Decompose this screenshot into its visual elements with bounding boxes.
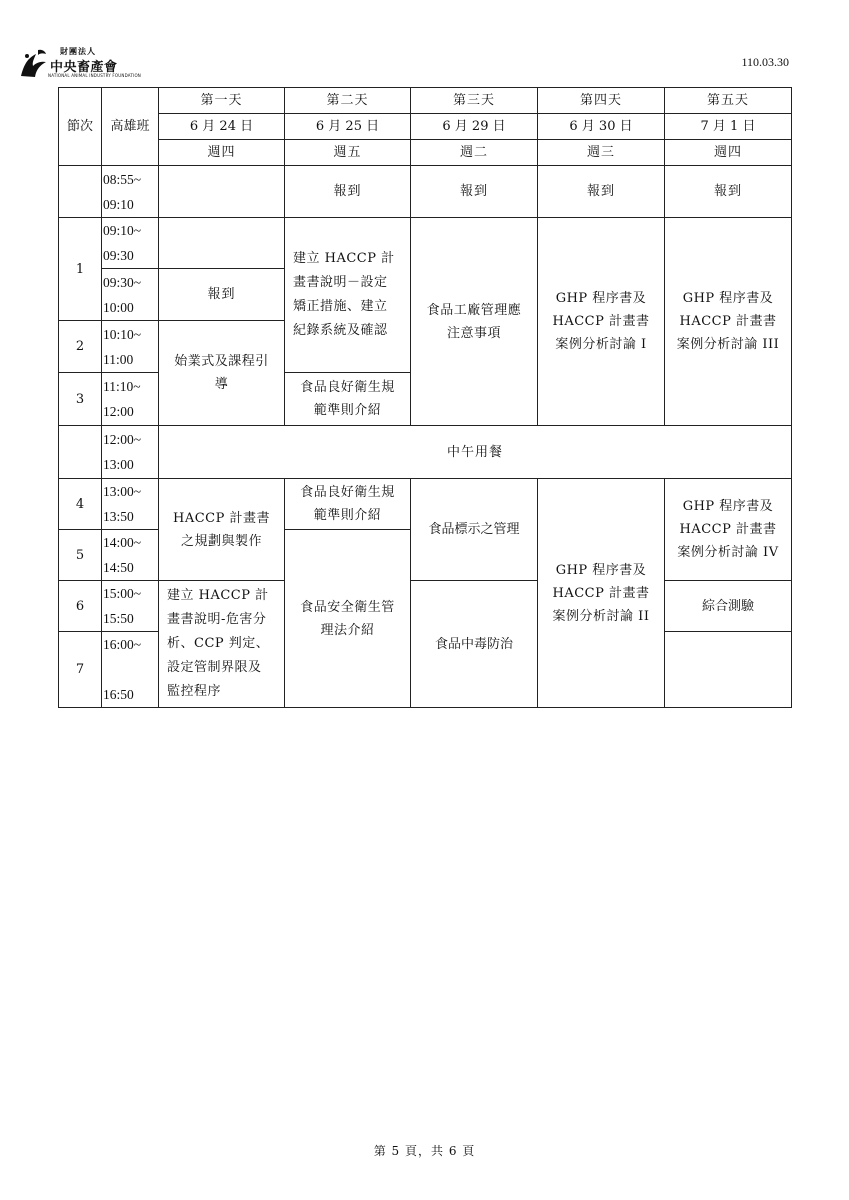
- cell-line: 食品良好衛生規: [300, 485, 395, 500]
- day-weekday: 週五: [285, 140, 411, 166]
- checkin-cell: 報到: [411, 166, 538, 218]
- day-date: 6 月 25 日: [285, 114, 411, 140]
- time-start: 08:55~: [103, 171, 142, 187]
- session-number: 2: [59, 321, 102, 373]
- day-date: 6 月 30 日: [538, 114, 665, 140]
- time-end: 10:00: [103, 299, 134, 315]
- time-cell: [102, 632, 159, 708]
- time-cell: [102, 581, 159, 632]
- course-food-poisoning: 食品中毒防治: [411, 581, 538, 708]
- table-row: [59, 426, 792, 479]
- time-cell: [102, 166, 159, 218]
- header-class: 高雄班: [102, 88, 159, 166]
- time-start: 09:10~: [103, 223, 142, 238]
- course-opening-ceremony: [159, 321, 285, 426]
- day-label: 第五天: [665, 88, 792, 114]
- header-session: 節次: [59, 88, 102, 166]
- course-food-safety-law: [285, 530, 411, 708]
- course-haccp-plan-correction: [285, 218, 411, 373]
- table-row: [59, 581, 792, 632]
- cell-line: 建立 HACCP 計: [293, 251, 395, 266]
- cell-line: GHP 程序書及: [555, 291, 647, 306]
- time-start: 15:00~: [103, 586, 142, 601]
- cell-line: 案例分析討論 I: [555, 337, 647, 352]
- checkin-cell: 報到: [665, 166, 792, 218]
- table-row: [59, 218, 792, 269]
- cell-line: HACCP 計畫書: [173, 510, 270, 526]
- time-cell: [102, 479, 159, 530]
- cell-line: 析、CCP 判定、: [167, 636, 270, 651]
- cell-line: 建立 HACCP 計: [167, 588, 269, 603]
- cell-line: HACCP 計畫書: [679, 522, 777, 537]
- time-start: 12:00~: [103, 432, 142, 447]
- table-row: [59, 88, 792, 114]
- cell-line: 畫書說明-危害分: [167, 612, 267, 627]
- cell-line: 紀錄系統及確認: [293, 323, 388, 338]
- session-number: 3: [59, 373, 102, 426]
- cell-line: GHP 程序書及: [682, 499, 774, 514]
- empty-cell: [159, 166, 285, 218]
- day-weekday: 週四: [665, 140, 792, 166]
- time-end: 13:50: [103, 509, 134, 524]
- schedule-table: [58, 87, 792, 708]
- session-number: 7: [59, 632, 102, 708]
- session-cell: [59, 426, 102, 479]
- course-labeling: 食品標示之管理: [411, 479, 538, 581]
- time-end: 13:00: [103, 457, 134, 472]
- day-weekday: 週四: [159, 140, 285, 166]
- time-cell: [102, 373, 159, 426]
- cell-line: 範準則介紹: [313, 508, 382, 523]
- cell-line: 矯正措施、建立: [293, 299, 388, 314]
- cell-line: 食品良好衛生規: [300, 380, 395, 395]
- cell-line: 案例分析討論 IV: [677, 545, 779, 560]
- day-weekday: 週二: [411, 140, 538, 166]
- time-start: 13:00~: [103, 484, 142, 499]
- day-date: 6 月 29 日: [411, 114, 538, 140]
- time-cell: [102, 530, 159, 581]
- time-cell: [102, 426, 159, 479]
- table-row: [59, 114, 792, 140]
- cell-line: 案例分析討論 II: [552, 608, 650, 624]
- cell-line: 設定管制界限及: [167, 660, 262, 675]
- cell-line: HACCP 計畫書: [679, 314, 777, 329]
- session-number: 1: [59, 218, 102, 321]
- day-label: 第四天: [538, 88, 665, 114]
- cell-line: 注意事項: [446, 325, 501, 341]
- day-label: 第二天: [285, 88, 411, 114]
- course-haccp-hazard-analysis: [159, 581, 285, 708]
- cell-line: 始業式及課程引: [174, 354, 269, 369]
- time-end: 14:50: [103, 560, 134, 575]
- cell-line: HACCP 計畫書: [552, 585, 650, 601]
- time-end: 15:50: [103, 611, 134, 626]
- cell-line: 範準則介紹: [313, 403, 382, 418]
- course-ghp-case-3: [665, 218, 792, 426]
- org-name: 中央畜產會: [50, 60, 118, 75]
- time-end: 16:50: [103, 687, 134, 702]
- table-row: [59, 140, 792, 166]
- course-ghp-case-2: [538, 479, 665, 708]
- time-cell: [102, 269, 159, 321]
- session-number: 6: [59, 581, 102, 632]
- day-label: 第一天: [159, 88, 285, 114]
- time-start: 14:00~: [103, 535, 142, 550]
- org-english-name: NATIONAL ANIMAL INDUSTRY FOUNDATION: [48, 73, 141, 78]
- day-date: 6 月 24 日: [159, 114, 285, 140]
- empty-cell: [665, 632, 792, 708]
- cell-line: 畫書說明－設定: [293, 275, 388, 290]
- time-start: 11:10~: [103, 379, 141, 394]
- cell-line: HACCP 計畫書: [552, 314, 650, 329]
- time-end: 09:10: [103, 196, 134, 212]
- org-type-label: 財團法人: [60, 47, 96, 56]
- cell-line: 食品安全衛生管: [300, 599, 395, 615]
- cell-line: 食品工廠管理應: [426, 302, 522, 318]
- course-haccp-planning: [159, 479, 285, 581]
- time-end: 12:00: [103, 404, 134, 419]
- day-date: 7 月 1 日: [665, 114, 792, 140]
- session-number: 5: [59, 530, 102, 581]
- cell-line: 監控程序: [167, 684, 222, 699]
- course-ghp-rules: [285, 373, 411, 426]
- course-factory-management: [411, 218, 538, 426]
- course-ghp-rules-pm: [285, 479, 411, 530]
- table-row: [59, 166, 792, 218]
- checkin-cell: 報到: [538, 166, 665, 218]
- course-exam: 綜合測驗: [665, 581, 792, 632]
- cell-line: 之規劃與製作: [180, 533, 262, 549]
- cell-line: 導: [214, 377, 229, 392]
- document-date: 110.03.30: [741, 55, 789, 69]
- cell-line: 案例分析討論 III: [676, 337, 780, 352]
- session-number: 4: [59, 479, 102, 530]
- time-end: 09:30: [103, 248, 134, 263]
- cell-line: GHP 程序書及: [555, 562, 647, 578]
- day-label: 第三天: [411, 88, 538, 114]
- time-start: 16:00~: [103, 637, 142, 652]
- checkin-cell: 報到: [159, 269, 285, 321]
- page-number: 第 5 頁，共 6 頁: [373, 1144, 476, 1158]
- time-cell: [102, 218, 159, 269]
- cell-line: 理法介紹: [320, 622, 375, 638]
- time-cell: [102, 321, 159, 373]
- course-ghp-case-4: [665, 479, 792, 581]
- session-cell: [59, 166, 102, 218]
- day-weekday: 週三: [538, 140, 665, 166]
- org-logo-icon: [18, 46, 52, 80]
- time-end: 11:00: [103, 351, 134, 367]
- org-logo: [18, 46, 141, 80]
- lunch-cell: 中午用餐: [159, 426, 792, 479]
- time-start: 10:10~: [103, 326, 142, 342]
- time-start: 09:30~: [103, 274, 142, 290]
- cell-line: GHP 程序書及: [682, 291, 774, 306]
- table-row: [59, 479, 792, 530]
- course-ghp-case-1: [538, 218, 665, 426]
- checkin-cell: 報到: [285, 166, 411, 218]
- empty-cell: [159, 218, 285, 269]
